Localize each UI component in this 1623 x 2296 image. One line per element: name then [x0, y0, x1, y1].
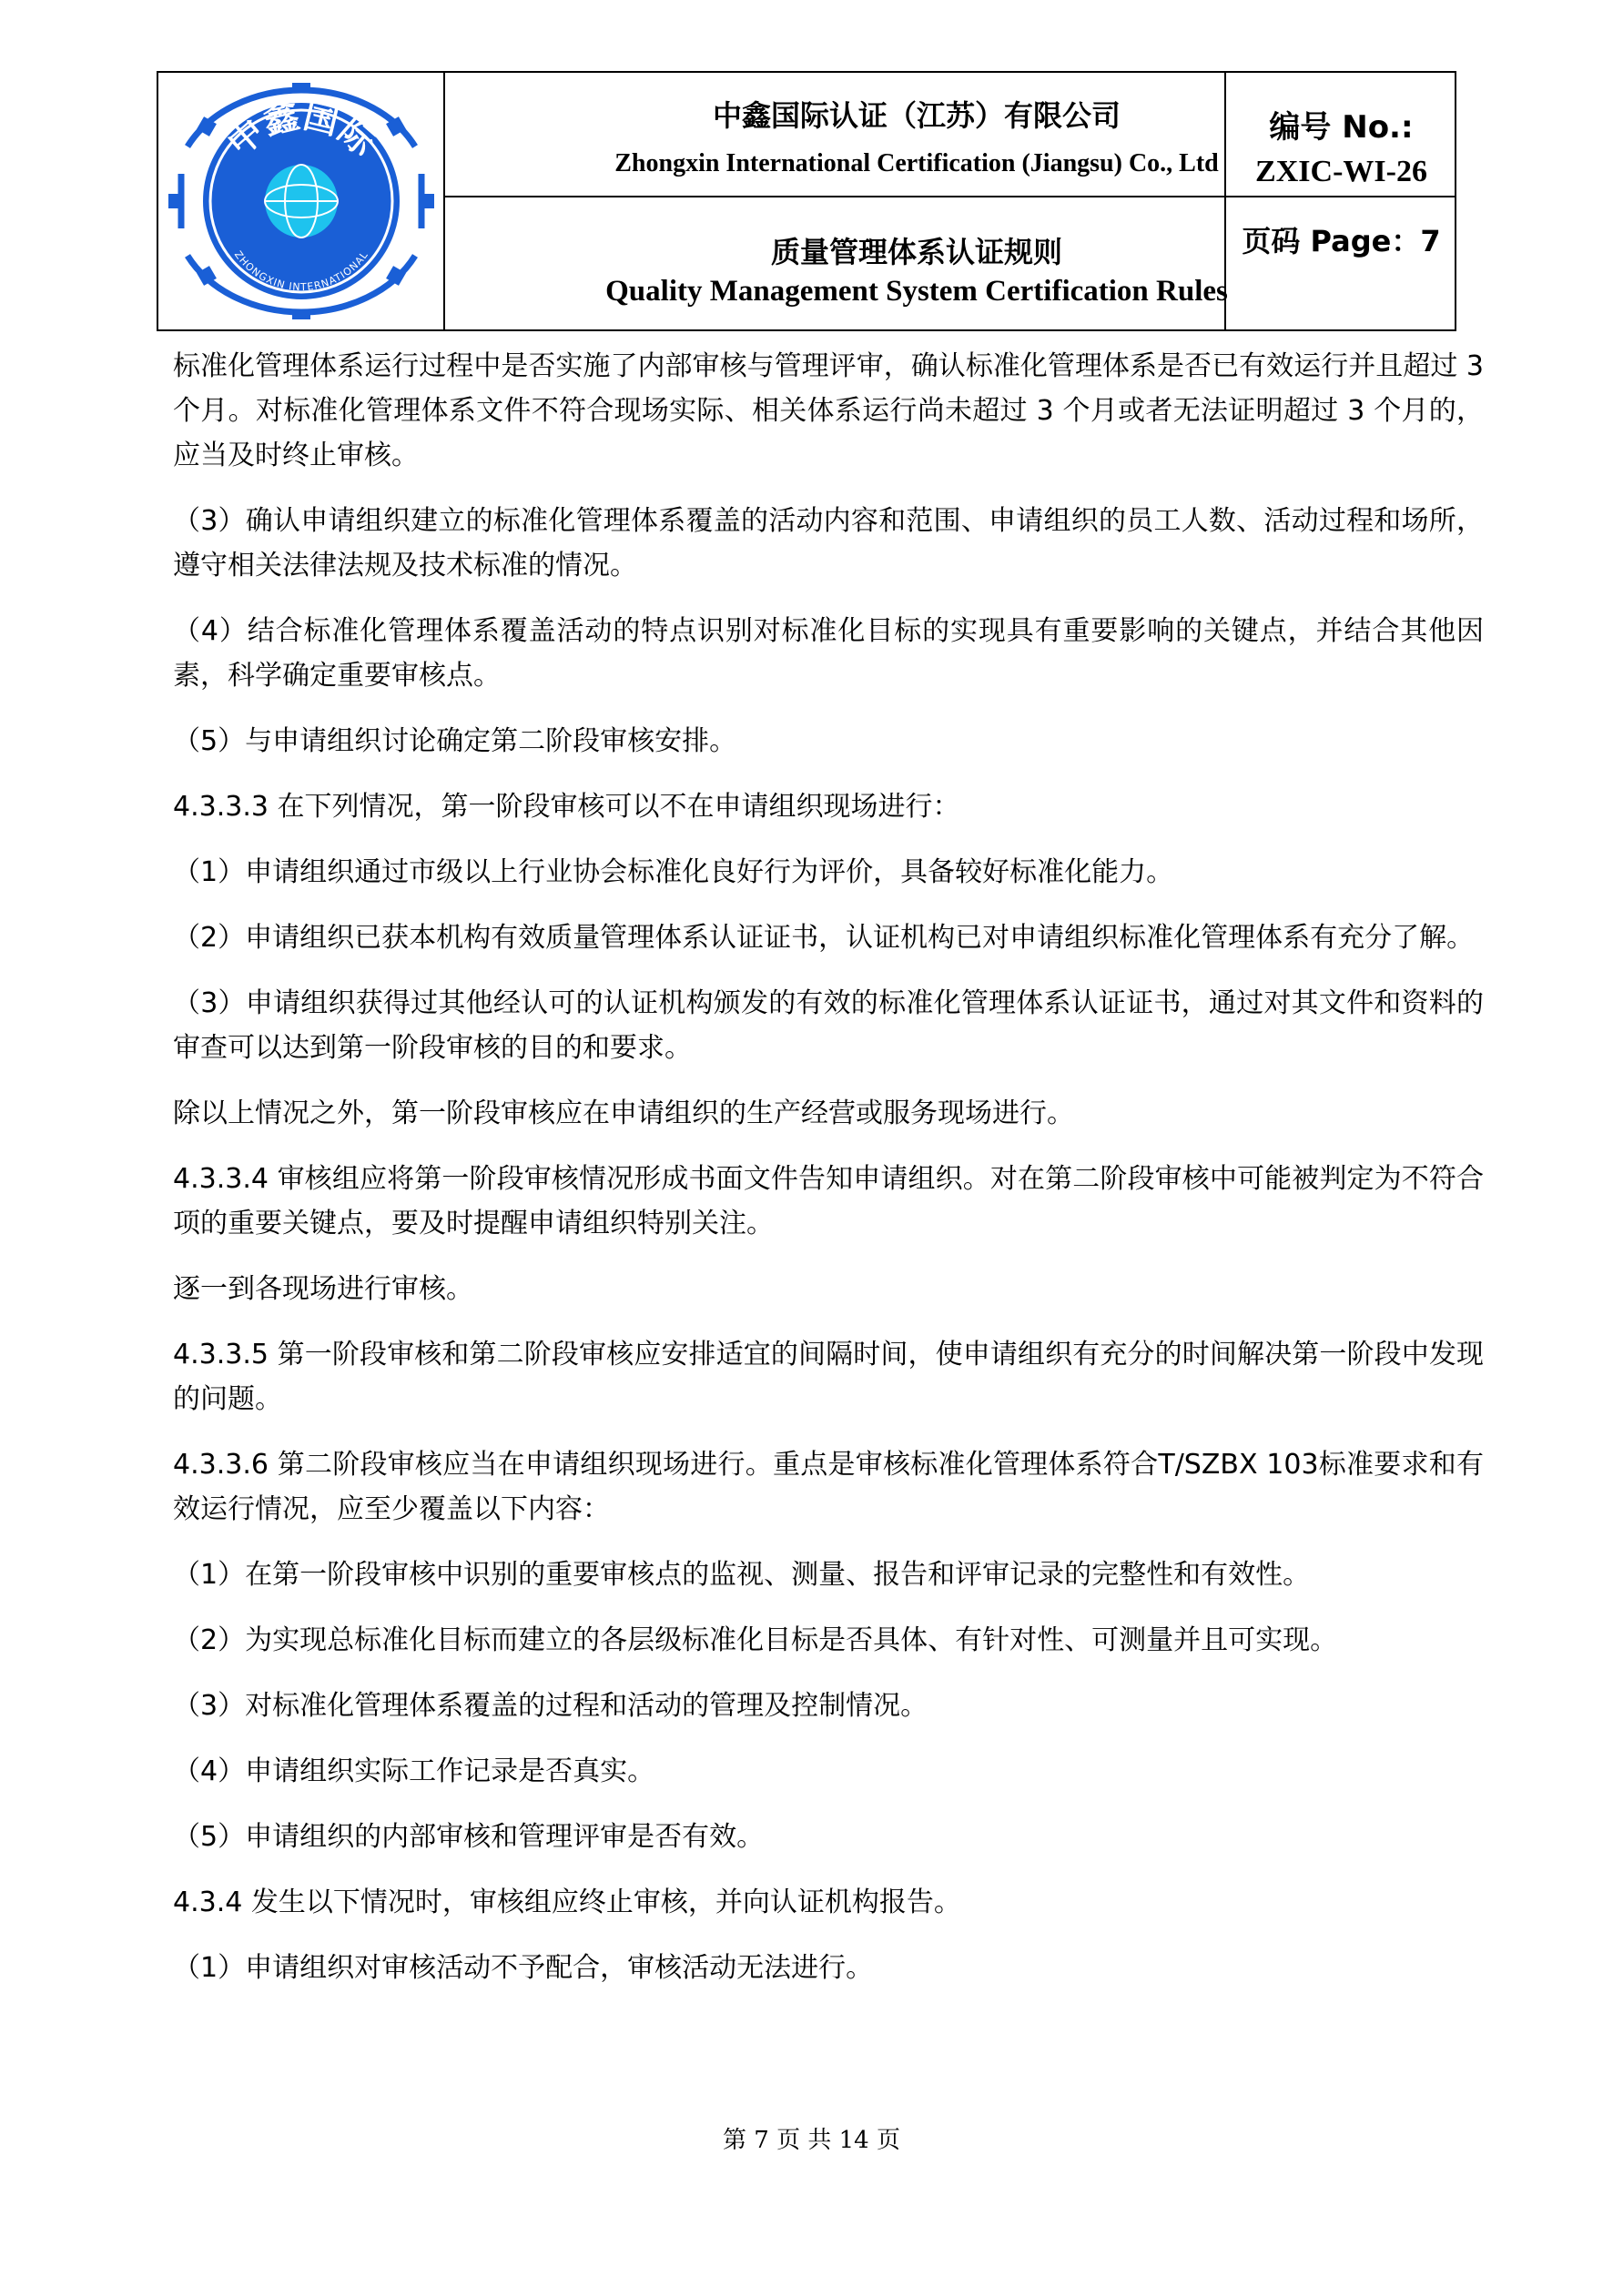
paragraph: 4.3.3.3 在下列情况，第一阶段审核可以不在申请组织现场进行： [173, 791, 960, 823]
paragraph: （3）对标准化管理体系覆盖的过程和活动的管理及控制情况。 [173, 1690, 928, 1722]
logo-seal-icon [165, 83, 438, 319]
page-number-label: 页码 Page：7 [1242, 224, 1441, 258]
paragraph: （4）结合标准化管理体系覆盖活动的特点识别对标准化目标的实现具有重要影响的关键点，并结合其他因素，科学确定重要审核点。 [173, 615, 1484, 692]
company-name-en: Zhongxin International Certification (Jiangsu) Co., Ltd [614, 149, 1219, 177]
paragraph: （1）申请组织通过市级以上行业协会标准化良好行为评价，具备较好标准化能力。 [173, 856, 1174, 888]
paragraph: 4.3.3.4 审核组应将第一阶段审核情况形成书面文件告知申请组织。对在第二阶段审核中可能被判定为不符合项的重要关键点，要及时提醒申请组织特别关注。 [173, 1163, 1484, 1239]
paragraph: 逐一到各现场进行审核。 [173, 1273, 473, 1305]
paragraph: 4.3.4 发生以下情况时，审核组应终止审核，并向认证机构报告。 [173, 1886, 961, 1918]
paragraph: （1）在第一阶段审核中识别的重要审核点的监视、测量、报告和评审记录的完整性和有效性。 [173, 1559, 1311, 1591]
header-table [157, 71, 1456, 331]
document-title-en: Quality Management System Certification Rules [605, 275, 1228, 308]
document-number-label: 编号 No.: [1269, 109, 1414, 146]
paragraph: （3）申请组织获得过其他经认可的认证机构颁发的有效的标准化管理体系认证证书，通过对其文件和资料的审查可以达到第一阶段审核的目的和要求。 [173, 987, 1484, 1064]
header-divider [443, 196, 1455, 197]
document-body [173, 344, 1484, 2011]
document-title-zh: 质量管理体系认证规则 [770, 235, 1062, 269]
paragraph: （5）与申请组织讨论确定第二阶段审核安排。 [173, 725, 737, 757]
document-number: ZXIC-WI-26 [1255, 155, 1427, 188]
company-name-zh: 中鑫国际认证（江苏）有限公司 [712, 98, 1121, 133]
paragraph: （2）为实现总标准化目标而建立的各层级标准化目标是否具体、有针对性、可测量并且可实现。 [173, 1624, 1338, 1656]
paragraph: 4.3.3.6 第二阶段审核应当在申请组织现场进行。重点是审核标准化管理体系符合T/SZBX 103标准要求和有效运行情况，应至少覆盖以下内容： [173, 1449, 1484, 1525]
paragraph: （2）申请组织已获本机构有效质量管理体系认证证书，认证机构已对申请组织标准化管理体系有充分了解。 [173, 922, 1475, 954]
page-footer: 第 7 页 共 14 页 [723, 2127, 900, 2154]
paragraph: 标准化管理体系运行过程中是否实施了内部审核与管理评审，确认标准化管理体系是否已有效运行并且超过 3 个月。对标准化管理体系文件不符合现场实际、相关体系运行尚未超过 3 个月或者无法证明超过 3 个月的，应当及时终止审核。 [173, 350, 1484, 471]
paragraph: 除以上情况之外，第一阶段审核应在申请组织的生产经营或服务现场进行。 [173, 1097, 1074, 1129]
paragraph: （3）确认申请组织建立的标准化管理体系覆盖的活动内容和范围、申请组织的员工人数、活动过程和场所，遵守相关法律法规及技术标准的情况。 [173, 505, 1484, 582]
paragraph: （4）申请组织实际工作记录是否真实。 [173, 1755, 655, 1787]
paragraph: （1）申请组织对审核活动不予配合，审核活动无法进行。 [173, 1952, 874, 1984]
company-logo [158, 73, 443, 329]
paragraph: （5）申请组织的内部审核和管理评审是否有效。 [173, 1821, 765, 1853]
svg-text:ZHONGXIN INTERNATIONAL: ZHONGXIN INTERNATIONAL [231, 248, 370, 294]
paragraph: 4.3.3.5 第一阶段审核和第二阶段审核应安排适宜的间隔时间，使申请组织有充分的时间解决第一阶段中发现的问题。 [173, 1339, 1484, 1415]
svg-text:中鑫国际: 中鑫国际 [218, 95, 383, 164]
